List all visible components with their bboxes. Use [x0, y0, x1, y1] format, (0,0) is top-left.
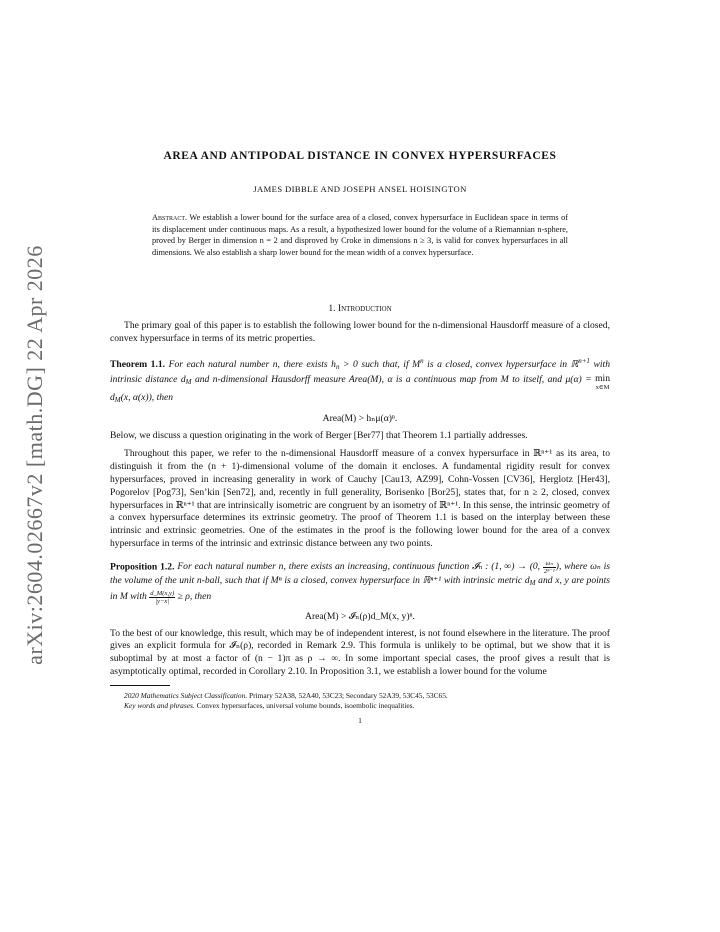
section-number: 1.	[328, 303, 336, 315]
footnote-keywords-text: Convex hypersurfaces, universal volume bounds, isoembolic inequalities.	[196, 701, 415, 711]
subscript: n	[335, 362, 340, 371]
paper-page	[110, 150, 610, 725]
fraction-numerator: ωₙ	[543, 560, 556, 568]
fraction-numerator: d_M(x,y)	[150, 589, 175, 597]
intro-paragraph-4: To the best of our knowledge, this result, which may be of independent interest, is not found elsewhere in the literature. The proof gives an explicit formula for 𝓘ₙ(ρ), recorded in Remark 2.9. This formula is unlikely to be optimal, but we show that it is suboptimal by at most a factor of (n − 1)π as ρ → ∞. In some important special cases, the proof gives a result that is asymptotically optimal, recorded in Corollary 2.10. In Proposition 3.1, we establish a lower bound for the volume	[110, 627, 610, 677]
footnote-msc-text: Primary 52A38, 52A40, 53C23; Secondary 52A39, 53C45, 53C65.	[249, 690, 448, 700]
fraction-denominator: 2ⁿ⁻¹	[543, 567, 555, 575]
abstract	[152, 212, 568, 258]
proposition-text: ), where ωₙ is the volume of the unit n-ball, such that if Mⁿ is a closed, convex hypersurface in ℝⁿ⁺¹ with intrinsic metric d	[110, 561, 610, 586]
page-number: 1	[358, 715, 362, 725]
proposition-text: For each natural number n, there exists an increasing, continuous function 𝓘ₙ : (1, ∞) → (0,	[177, 561, 543, 573]
abstract-label: Abstract.	[152, 213, 188, 222]
footnote-divider	[110, 685, 170, 686]
min-word: min	[595, 372, 611, 384]
proposition-text: and x, y are points in M with	[110, 574, 610, 603]
theorem-text: with intrinsic distance d	[110, 358, 610, 385]
theorem-text: is a closed, convex hypersurface in ℝ	[423, 358, 579, 370]
section-heading-introduction	[110, 303, 610, 314]
intro-paragraph-2: Below, we discuss a question originating in the work of Berger [Ber77] that Theorem 1.1 partially addresses.	[110, 429, 528, 441]
theorem-text: > 0 such that, if M	[339, 358, 421, 370]
footnotes	[110, 691, 610, 712]
paper-authors: JAMES DIBBLE AND JOSEPH ANSEL HOISINGTON	[253, 184, 467, 194]
footnote-msc	[110, 691, 610, 702]
theorem-text: (x, α(x)), then	[120, 391, 174, 403]
theorem-equation: Area(M) > hₙμ(α)ⁿ.	[322, 412, 398, 424]
theorem-1-1	[110, 355, 610, 407]
min-operator	[595, 374, 610, 392]
subscript: M	[185, 377, 192, 386]
fraction-denominator: |y−x|	[155, 597, 170, 605]
footnote-keywords-label: Key words and phrases.	[124, 701, 195, 711]
theorem-label: Theorem 1.1.	[110, 358, 166, 370]
proposition-text: ≥ ρ, then	[175, 591, 212, 603]
superscript: n+1	[578, 356, 590, 365]
footnote-keywords	[110, 701, 610, 712]
abstract-text: We establish a lower bound for the surface area of a closed, convex hypersurface in Euclidean space in terms of its displacement under continuous maps. As a result, a hypothesized lower bound for the volume of a Riemannian n-sphere, proved by Berger in dimension n = 2 and disproved by Croke in dimensions n ≥ 3, is valid for convex hypersurfaces in all dimensions. We also establish a sharp lower bound for the mean width of a convex hypersurface.	[152, 213, 568, 257]
subscript: M	[529, 578, 536, 587]
arxiv-identifier-text: arXiv:2604.02667v2 [math.DG] 22 Apr 2026	[22, 245, 47, 665]
proposition-equation: Area(M) > 𝓘ₙ(ρ)d_M(x, y)ⁿ.	[305, 610, 415, 622]
proposition-1-2	[110, 560, 610, 605]
proposition-label: Proposition 1.2.	[110, 561, 175, 573]
fraction-distance-ratio	[149, 590, 175, 605]
theorem-text: For each natural number n, there exists h	[168, 358, 336, 370]
superscript: n	[420, 356, 424, 365]
theorem-text: d	[110, 391, 115, 403]
intro-paragraph-3: Throughout this paper, we refer to the n-dimensional Hausdorff measure of a convex hypersurface in ℝⁿ⁺¹ as its area, to distinguish it from the (n + 1)-dimensional volume of the domain it encloses. A fundamental rigidity result for convex hypersurfaces, proved in increasing generality in work of Cauchy [Cau13, AZ99], Cohn-Vossen [CV36], Herglotz [Her43], Pogorelov [Pog73], Sen’kin [Sen72], and, recently in full generality, Borisenko [Bor25], states that, for n ≥ 2, closed, convex hypersurfaces in ℝⁿ⁺¹ that are intrinsically isometric are congruent by an isometry of ℝⁿ⁺¹. In this sense, the intrinsic geometry of a convex hypersurface determines its extrinsic geometry. The proof of Theorem 1.1 is based on the interplay between these intrinsic and extrinsic geometries. One of the estimates in the proof is the following lower bound for the area of a convex hypersurface in terms of the intrinsic and extrinsic distance between any two points.	[110, 448, 610, 549]
subscript: M	[114, 395, 121, 404]
fraction-omega	[543, 560, 556, 575]
intro-paragraph-1: The primary goal of this paper is to establish the following lower bound for the n-dimensional Hausdorff measure of a closed, convex hypersurface in terms of its metric properties.	[110, 320, 610, 345]
arxiv-identifier-stamp	[18, 240, 52, 670]
paper-title: AREA AND ANTIPODAL DISTANCE IN CONVEX HYPERSURFACES	[163, 150, 557, 162]
footnote-msc-label: 2020 Mathematics Subject Classification.	[124, 690, 248, 700]
min-subscript: x∈M	[595, 383, 610, 391]
section-title: Introduction	[337, 303, 392, 315]
theorem-text: and n-dimensional Hausdorff measure Area(M), α is a continuous map from M to itself, and μ(α) =	[191, 373, 596, 385]
